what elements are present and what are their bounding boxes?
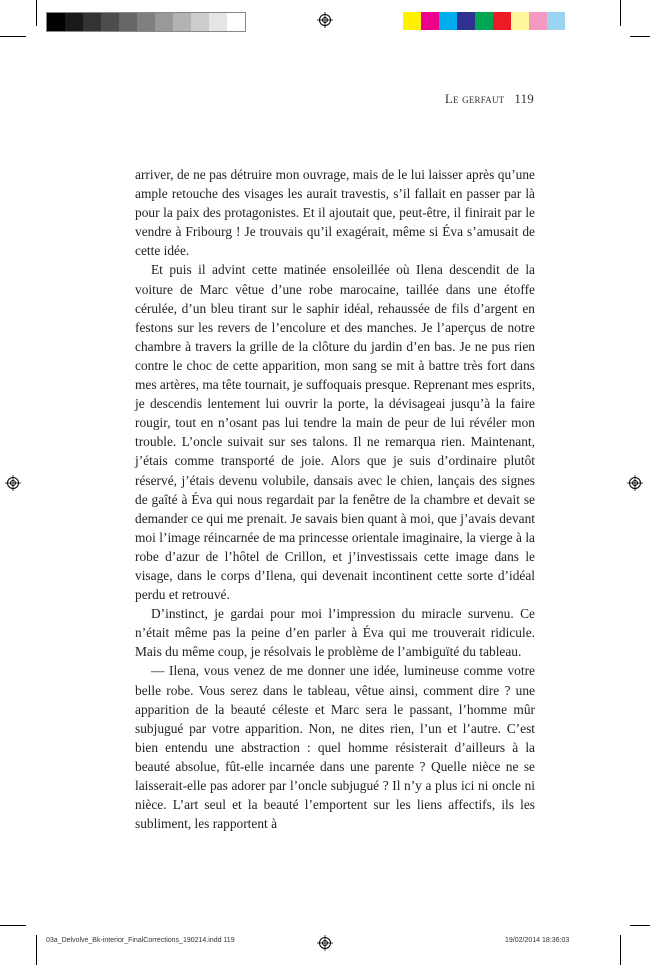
slug-file-name: 03a_Delvolve_Bk-interior_FinalCorrections_190214.indd 119 bbox=[46, 937, 235, 944]
color-swatch bbox=[119, 13, 137, 31]
color-swatch bbox=[173, 13, 191, 31]
crop-mark-top-left-v bbox=[36, 0, 37, 26]
color-swatch bbox=[209, 13, 227, 31]
crop-mark-top-right-h bbox=[630, 36, 650, 37]
paragraph: — Ilena, vous venez de me donner une idée, lumineuse comme votre belle robe. Vous serez dans le tableau, vêtue ainsi, comment dire ? une apparition de la beauté céleste et Marc sera le passant, l’homme mûr subjugué par votre apparition. Non, ne dites rien, l’un et l’autre. C’est bien entendu une abstraction : quel homme résisterait d’ailleurs à la beauté absolue, fût-elle incarnée dans une parente ? Quelle nièce ne se laisserait-elle pas adorer par l’oncle subjugué ? Il n’y a plus ici ni oncle ni nièce. L’art seul et la beauté l’emportent sur les liens affectifs, ils les subliment, les rapportent à bbox=[135, 663, 535, 832]
crop-mark-bottom-left-h bbox=[0, 925, 26, 926]
color-swatch bbox=[457, 12, 475, 30]
color-swatch bbox=[403, 12, 421, 30]
color-swatch bbox=[101, 13, 119, 31]
color-swatch bbox=[493, 12, 511, 30]
crop-mark-bottom-left-v bbox=[36, 935, 37, 965]
slug-date-time: 19/02/2014 18:36:03 bbox=[505, 937, 570, 944]
color-swatch bbox=[83, 13, 101, 31]
grayscale-color-bar bbox=[46, 12, 246, 32]
color-swatch bbox=[475, 12, 493, 30]
crop-mark-top-left-h bbox=[0, 36, 26, 37]
running-head-title: Le gerfaut bbox=[444, 91, 505, 106]
process-color-bar bbox=[403, 12, 565, 30]
color-swatch bbox=[227, 13, 245, 31]
running-head bbox=[372, 91, 534, 107]
registration-mark-icon bbox=[5, 475, 21, 491]
crop-mark-bottom-right-v bbox=[620, 935, 621, 965]
paragraph: arriver, de ne pas détruire mon ouvrage, mais de le lui laisser après qu’une ample retouche des visages les aurait travestis, s’il fallait en passer par là pour la paix des protagonistes. Et il ajoutait que, peut-être, il finirait par le vendre à Fribourg ! Je trouvais qu’il exagérait, même si Éva s’amusait de cette idée. bbox=[135, 167, 535, 259]
crop-mark-bottom-right-h bbox=[630, 925, 650, 926]
text-block bbox=[135, 165, 535, 833]
color-swatch bbox=[421, 12, 439, 30]
color-swatch bbox=[439, 12, 457, 30]
paragraph: D’instinct, je gardai pour moi l’impression du miracle survenu. Ce n’était même pas la peine d’en parler à Éva qui me trouverait ridicule. Mais du même coup, je résolvais le problème de l’ambiguïté du tableau. bbox=[135, 606, 535, 660]
registration-mark-icon bbox=[317, 935, 333, 951]
color-swatch bbox=[47, 13, 65, 31]
color-swatch bbox=[155, 13, 173, 31]
color-swatch bbox=[511, 12, 529, 30]
paragraph: Et puis il advint cette matinée ensoleillée où Ilena descendit de la voiture de Marc vêtue d’une robe marocaine, taillée dans une étoffe cérulée, d’un bleu tirant sur le saphir idéal, rehaussée de fils d’argent en festons sur les revers de l’encolure et des manches. Je l’aperçus de notre chambre à travers la grille de la clôture du jardin d’en bas. Je ne pus rien contre le choc de cette apparition, mon sang se mit à battre très fort dans mes artères, ma tête tournait, je suffoquais presque. Reprenant mes esprits, je descendis lentement lui ouvrir la porte, la dévisageai jusqu’à la faire rougir, tout en n’osant pas lui tendre la main de peur de lui révéler mon trouble. L’oncle suivait sur ses talons. Il ne remarqua rien. Maintenant, j’étais comme transporté de joie. Alors que je suis d’ordinaire plutôt réservé, j’étais devenu volubile, dansais avec le chien, lançais des signes de gaîté à Éva qui nous regardait par la fenêtre de la chambre et devait se demander ce qui me prenait. Je savais bien quant à moi, que j’avais devant moi l’image réincarnée de ma princesse orientale imaginaire, la vierge à la robe d’azur de l’hôtel de Crillon, et j’investissais cette image dans le visage, dans le corps d’Ilena, qui devenait incontinent cette sorte d’idéal perdu et retrouvé. bbox=[135, 262, 535, 603]
crop-mark-top-right-v bbox=[620, 0, 621, 26]
registration-mark-icon bbox=[317, 12, 333, 28]
registration-mark-icon bbox=[627, 475, 643, 491]
color-swatch bbox=[65, 13, 83, 31]
page-number: 119 bbox=[514, 91, 534, 106]
color-swatch bbox=[529, 12, 547, 30]
color-swatch bbox=[191, 13, 209, 31]
color-swatch bbox=[137, 13, 155, 31]
color-swatch bbox=[547, 12, 565, 30]
